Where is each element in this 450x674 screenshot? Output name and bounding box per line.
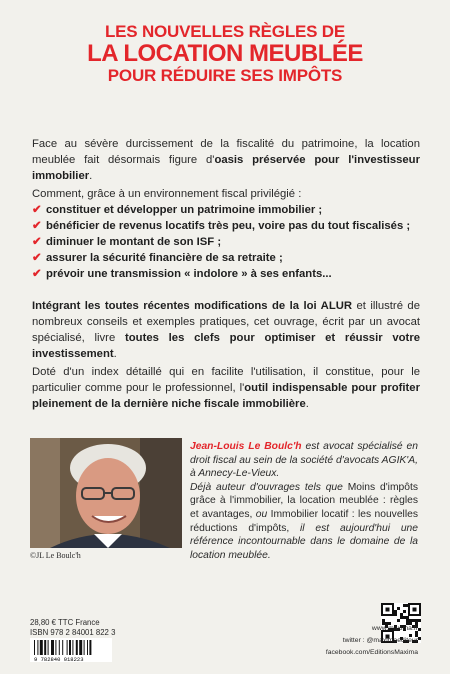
paragraph-intro: Face au sévère durcissement de la fiscalité du patrimoine, la location meublée fait désormais figure d'oasis préservée pour l'investisseur immobilier. (32, 138, 420, 182)
barcode (30, 638, 112, 662)
check-icon: ✔ (32, 268, 42, 280)
benefits-intro: Comment, grâce à un environnement fiscal privilégié : (32, 188, 302, 200)
paragraph-content: Intégrant les toutes récentes modifications de la loi ALUR et illustré de nombreux conseils et exemples pratiques, cet ouvrage, écrit par un avocat spécialisé, livre toutes les clefs pour optimiser et réussir votre investissement. (32, 300, 420, 360)
check-icon: ✔ (32, 204, 42, 216)
author-photo (30, 438, 182, 548)
title-line-2: LA LOCATION MEUBLÉE (87, 40, 363, 67)
price: 28,80 € TTC France (30, 618, 100, 627)
title-line-3: POUR RÉDUIRE SES IMPÔTS (107, 66, 343, 85)
benefits-list (32, 202, 420, 282)
title-line-1: LES NOUVELLES RÈGLES DE (104, 22, 346, 41)
twitter-link[interactable]: twitter : @maximaediteur (342, 637, 418, 644)
list-item: ✔ bénéficier de revenus locatifs très peu, voire pas du tout fiscalisés ; (32, 220, 411, 232)
check-icon: ✔ (32, 220, 42, 232)
list-item: ✔ prévoir une transmission « indolore » à ses enfants... (32, 268, 332, 280)
facebook-link[interactable]: facebook.com/EditionsMaxima (325, 649, 418, 656)
photo-credit: ©JL Le Boulc'h (30, 551, 81, 560)
barcode-digits: 9 782840 018223 (34, 656, 84, 662)
isbn: ISBN 978 2 84001 822 3 (30, 628, 116, 637)
author-bio: Jean-Louis Le Boulc'h est avocat spécialisé en droit fiscal au sein de la société d'avocats AGIK'A, à Annecy-Le-Vieux. Déjà auteur d'ouvrages tels que Moins d'impôts grâce à l'immobilier, la location meublée : règles et avantages, ou Immobilier locatif : les nouvelles réductions d'impôts, il est aujourd'hui une référence incontournable dans le domaine de la location meublée. (190, 441, 419, 561)
check-icon: ✔ (32, 236, 42, 248)
author-name: Jean-Louis Le Boulc'h (190, 441, 302, 452)
paragraph-benefits (32, 186, 420, 282)
check-icon: ✔ (32, 252, 42, 264)
list-item: ✔ diminuer le montant de son ISF ; (32, 236, 222, 248)
paragraph-index: Doté d'un index détaillé qui en facilite l'utilisation, il constitue, pour le particulier comme pour le professionnel, l'outil indispensable pour profiter pleinement de la dernière niche fiscale immobilière. (32, 366, 420, 410)
publisher-links (326, 623, 418, 659)
list-item: ✔ constituer et développer un patrimoine immobilier ; (32, 204, 323, 216)
price-isbn (30, 618, 115, 638)
list-item: ✔ assurer la sécurité financière de sa retraite ; (32, 252, 283, 264)
website-link[interactable]: www.maxima.fr (371, 625, 418, 632)
